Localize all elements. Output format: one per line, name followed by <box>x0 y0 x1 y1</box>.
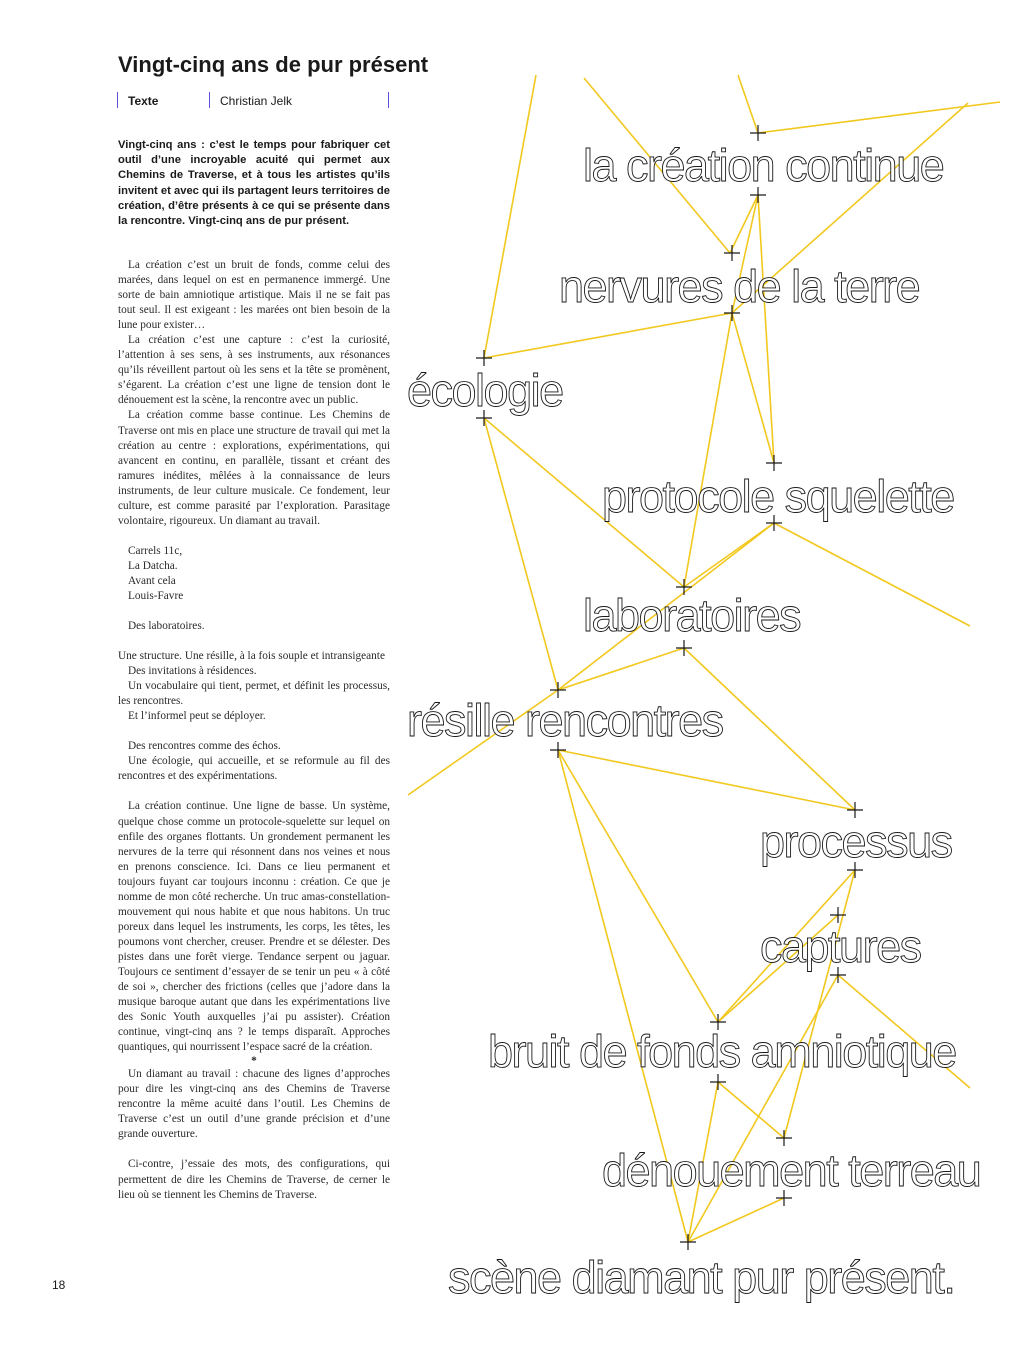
crosshair-mark <box>680 1234 696 1250</box>
diagram-word-creation-continue: la création continue <box>583 140 944 191</box>
lead-paragraph: Vingt-cinq ans : c’est le temps pour fabriquer cet outil d’une incroyable acuité qui permet aux Chemins de Traverse, et à tous les artistes qu’ils invitent et avec qui ils partagent leurs territoires de création, d’être présents à ce qui se présente dans la rencontre. Vingt-cinq ans de pur présent. <box>118 139 390 228</box>
author-name: Christian Jelk <box>220 94 293 108</box>
body-line: Des rencontres comme des échos. <box>128 740 281 753</box>
connection-line <box>730 195 758 253</box>
rubric-label: Texte <box>128 94 159 108</box>
connection-line <box>738 75 758 133</box>
connection-line <box>688 975 838 1242</box>
crosshair-mark <box>766 455 782 471</box>
body-paragraph: Un diamant au travail : chacune des lignes d’approches pour dire les vingt-cinq ans des Chemins de Traverse rencontre la même acuité dans l’outil. Les Chemins de Traverse c’est un outil d’une grande précision et d’une grande ouverture. <box>118 1068 390 1141</box>
body-paragraph: La création continue. Une ligne de basse. Un système, quelque chose comme un protocole-squelette sur lequel on enfile des organes flottants. Un grondement permanent les nervures de la terre qui résonnent dans nos veines et nous en prenons conscience. Ici. Dans ce lieu permanent et toujours fuyant car toujours inconnu : création. Ce que je nomme de mon côté recherche. Un truc amas-constellation-mouvement qui nous habite et que nous habitons. Un truc poreux dans lequel les instruments, les corps, les têtes, les poumons vont chercher, creuser. Prendre et se délester. Des pistes dans une forêt vierge. Tendance serpent ou jaguar. Toujours ce sentiment d’essayer de se tenir un peu « à côté de soi », chercher des frictions (celles que j’adore dans la musique baroque autant que dans les expérimentations live des Sonic Youth auxquelles j’ai pu assister). Création continue, vingt-cinq ans ? le temps disparaît. Approches quantiques, qui nourrissent l’espace sacré de la création. <box>118 800 390 1054</box>
diagram-word-processus: processus <box>760 816 952 867</box>
crosshair-mark <box>476 350 492 366</box>
body-line: Louis-Favre <box>128 589 184 602</box>
connection-line <box>732 313 774 463</box>
diagram-word-bruit: bruit de fonds amniotique <box>488 1026 956 1077</box>
connection-line <box>774 523 970 626</box>
connection-line <box>558 750 718 1022</box>
body-line: Un vocabulaire qui tient, permet, et définit les processus, les rencontres. <box>118 680 390 708</box>
page-number: 18 <box>52 1278 66 1292</box>
connection-line <box>484 313 732 358</box>
diagram-word-laboratoires: laboratoires <box>583 590 801 641</box>
section-separator: * <box>251 1055 257 1068</box>
diagram-word-resille: résille rencontres <box>407 695 723 746</box>
diagram-word-nervures: nervures de la terre <box>559 261 920 312</box>
connection-line <box>484 75 536 358</box>
connection-line <box>758 195 774 463</box>
body-line: Carrels 11c, <box>128 544 183 557</box>
body-line: Des invitations à résidences. <box>128 665 257 678</box>
diagram-word-denouement: dénouement terreau <box>602 1145 981 1196</box>
body-paragraph: La création c’est un bruit de fonds, comme celui des marées, dans lequel on est en permanence immergé. Une sorte de bain amniotique artistique. Mais il ne se fait pas tout seul. Il est exigeant : les marées ont bien besoin de la lune pour exister… <box>118 259 390 332</box>
article-title: Vingt-cinq ans de pur présent <box>118 52 429 77</box>
diagram-word-scene: scène diamant pur présent. <box>448 1252 955 1303</box>
body-paragraph: Ci-contre, j’essaie des mots, des configurations, qui permettent de dire les Chemins de Traverse, de cerner le lieu où se tiennent les Chemins de Traverse. <box>118 1158 390 1201</box>
body-line: Et l’informel peut se déployer. <box>128 710 266 723</box>
connection-line <box>684 313 732 587</box>
body-paragraph: La création c’est une capture : c’est la curiosité, l’attention à ses sens, à ses instruments, aux résonances qu’ils réveillent partout où les sens et la tête se promènent, s’égarent. La création c’est une ligne de tension dont le dénouement est la scène, la rencontre avec un public. <box>118 334 390 407</box>
body-line: Une écologie, qui accueille, et se reformule au fil des rencontres et des expérimentations. <box>118 755 390 783</box>
crosshair-mark <box>724 245 740 261</box>
diagram-words <box>407 140 980 1303</box>
connection-line <box>558 750 855 810</box>
body-line: Une structure. Une résille, à la fois souple et intransigeante <box>118 650 385 663</box>
connection-line <box>558 648 684 690</box>
body-line: La Datcha. <box>128 559 178 572</box>
body-line: Avant cela <box>128 574 176 587</box>
diagram-word-ecologie: écologie <box>407 365 563 416</box>
diagram-word-protocole: protocole squelette <box>602 471 954 522</box>
body-paragraph: La création comme basse continue. Les Chemins de Traverse ont mis en place une structure de travail qui met la création au centre : explorations, expérimentations, qui avancent en continu, en parallèle, tissant et créant des ramures inédites, mêlées à la connaissance de leurs instruments, de leur culture musicale. Ce fondement, leur culture, est comme parasité par l’exploration. Parasitage volontaire, rigoureux. Un diamant au travail. <box>118 409 390 527</box>
crosshair-mark <box>750 125 766 141</box>
body-line: Des laboratoires. <box>128 620 205 633</box>
connection-line <box>688 1198 784 1242</box>
connection-line <box>484 418 558 690</box>
diagram-word-captures: captures <box>760 921 921 972</box>
